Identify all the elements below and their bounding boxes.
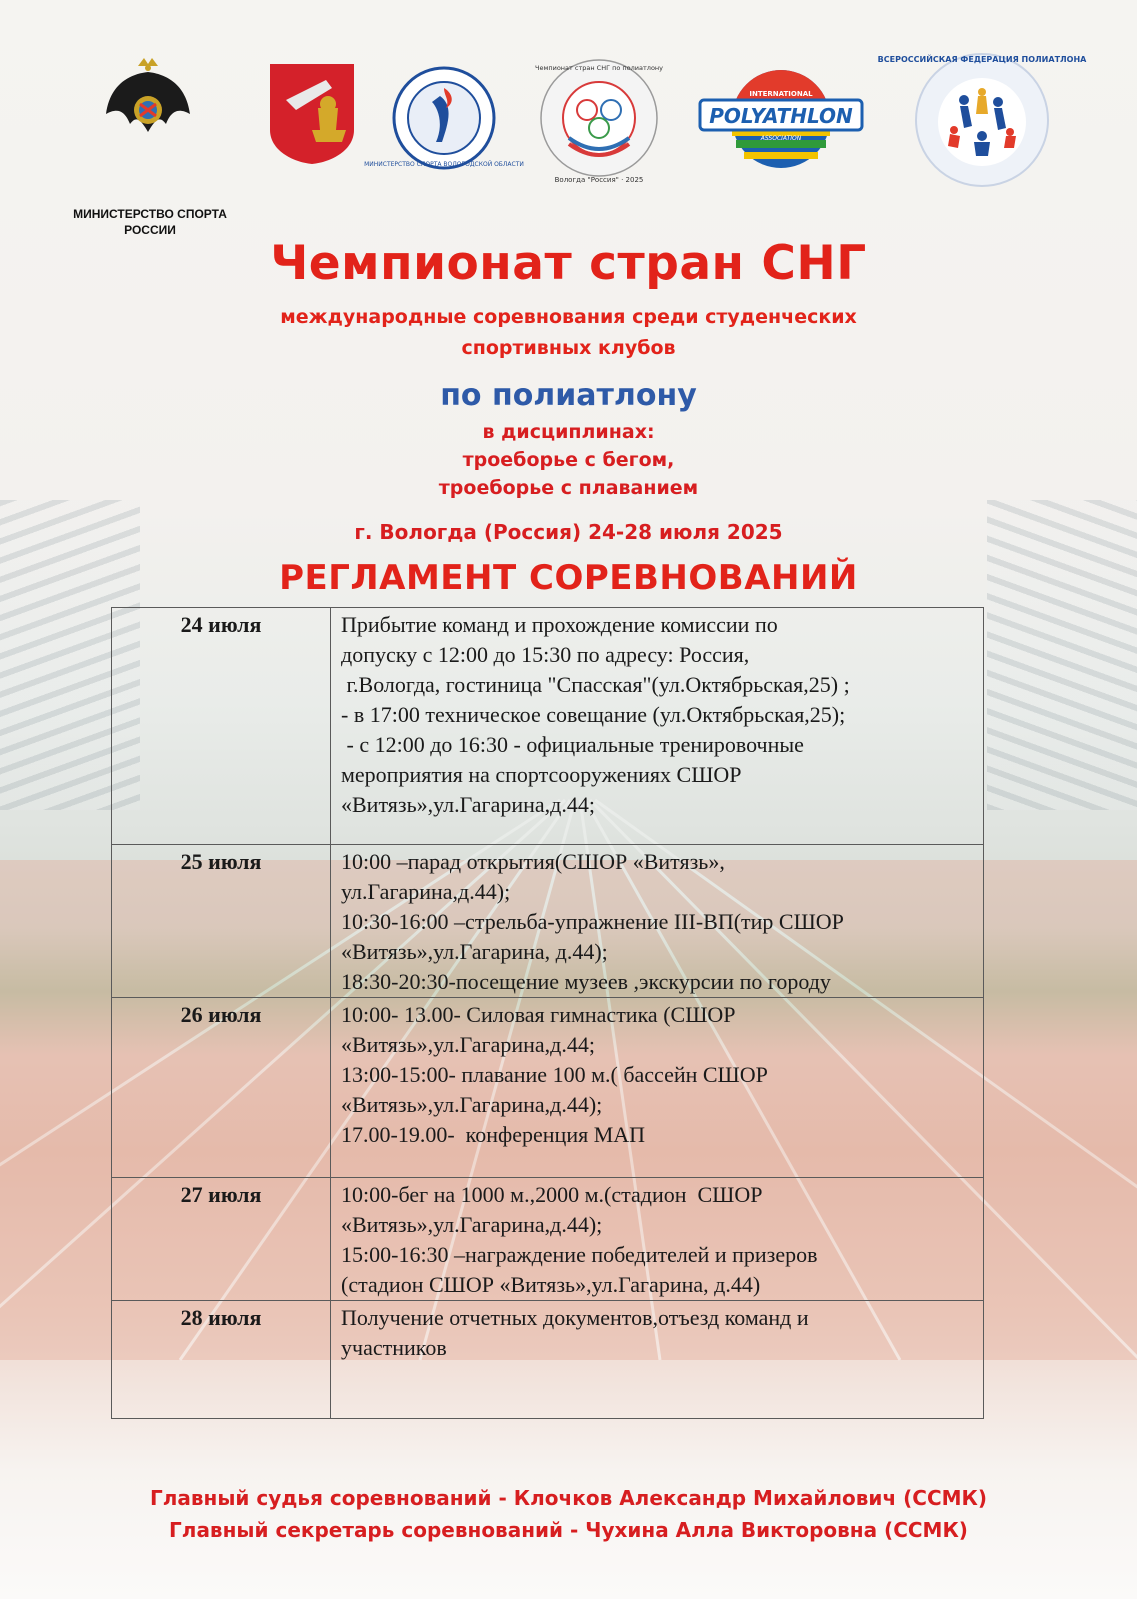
vologda-sport-ministry-logo <box>364 66 524 170</box>
schedule-events <box>331 1178 984 1301</box>
double-headed-eagle-emblem <box>100 54 196 154</box>
event-line: 10:00- 13.00- Силовая гимнастика (СШОР <box>341 1002 736 1027</box>
event-line: «Витязь»,ул.Гагарина,д.44; <box>341 792 595 817</box>
cis-championship-logo <box>535 56 663 186</box>
competition-subtitle <box>0 302 1137 364</box>
vologda-ministry-ring-text: МИНИСТЕРСТВО СПОРТА ВОЛОГОДСКОЙ ОБЛАСТИ <box>364 161 524 168</box>
event-line: 13:00-15:00- плавание 100 м.( бассейн СШОР <box>341 1062 768 1087</box>
schedule-date: 28 июля <box>112 1301 331 1419</box>
event-line: Прибытие команд и прохождение комиссии по <box>341 612 778 637</box>
table-row <box>112 1178 984 1301</box>
event-line: «Витязь»,ул.Гагарина, д.44); <box>341 939 608 964</box>
subtitle-line-2: спортивных клубов <box>461 337 676 359</box>
ministry-label: МИНИСТЕРСТВО СПОРТА РОССИИ <box>73 207 227 237</box>
stadium-stand-right <box>987 500 1137 810</box>
schedule-events <box>331 1301 984 1419</box>
table-row <box>112 608 984 845</box>
event-line: - в 17:00 техническое совещание (ул.Октябрьская,25); <box>341 702 846 727</box>
polyathlon-association-logo <box>696 68 866 170</box>
event-line: «Витязь»,ул.Гагарина,д.44); <box>341 1212 603 1237</box>
disciplines-label: в дисциплинах: <box>482 421 655 443</box>
schedule-date: 27 июля <box>112 1178 331 1301</box>
vologda-coat-of-arms <box>266 60 358 166</box>
table-row <box>112 845 984 998</box>
ipa-bottom-text: ASSOCIATION <box>760 135 802 142</box>
subtitle-line-1: международные соревнования среди студенческих <box>280 306 857 328</box>
event-line: ул.Гагарина,д.44); <box>341 879 511 904</box>
event-line: участников <box>341 1335 447 1360</box>
chief-judge-line: Главный судья соревнований - Клочков Александр Михайлович (ССМК) <box>149 1486 988 1510</box>
event-line: Получение отчетных документов,отъезд команд и <box>341 1305 809 1330</box>
event-line: мероприятия на спортсооружениях СШОР <box>341 762 742 787</box>
cis-ring-text: Чемпионат стран СНГ по полиатлону <box>534 64 664 72</box>
ipa-top-text: INTERNATIONAL <box>749 90 813 98</box>
chief-secretary-line: Главный секретарь соревнований - Чухина Алла Викторовна (ССМК) <box>169 1518 968 1542</box>
schedule-date: 26 июля <box>112 998 331 1178</box>
schedule-events <box>331 608 984 845</box>
event-line: «Витязь»,ул.Гагарина,д.44; <box>341 1032 595 1057</box>
cis-logo-bottom-text: Вологда "Россия" · 2025 <box>554 176 644 184</box>
schedule-date: 24 июля <box>112 608 331 845</box>
federation-ring-text: ВСЕРОССИЙСКАЯ ФЕДЕРАЦИЯ ПОЛИАТЛОНА <box>877 55 1087 64</box>
place-and-dates: г. Вологда (Россия) 24-28 июля 2025 <box>354 520 783 544</box>
event-line: допуску с 12:00 до 15:30 по адресу: Россия, <box>341 642 750 667</box>
logo-row <box>0 48 1137 237</box>
event-line: 18:30-20:30-посещение музеев ,экскурсии по городу <box>341 969 831 994</box>
event-line: 10:00 –парад открытия(СШОР «Витязь», <box>341 849 725 874</box>
table-row <box>112 998 984 1178</box>
ipa-mid-text: POLYATHLON <box>709 104 853 128</box>
schedule-events <box>331 845 984 998</box>
event-line: 17.00-19.00- конференция МАП <box>341 1122 646 1147</box>
discipline-1: троеборье с бегом, <box>462 449 675 471</box>
regulation-title: РЕГЛАМЕНТ СОРЕВНОВАНИЙ <box>279 558 858 598</box>
championship-title: Чемпионат стран СНГ <box>270 236 867 291</box>
discipline-2: троеборье с плаванием <box>438 477 699 499</box>
disciplines-block <box>0 418 1137 502</box>
sport-title: по полиатлону <box>440 378 697 413</box>
event-line: «Витязь»,ул.Гагарина,д.44); <box>341 1092 603 1117</box>
event-line: 10:00-бег на 1000 м.,2000 м.(стадион СШОР <box>341 1182 763 1207</box>
event-line: г.Вологда, гостиница "Спасская"(ул.Октябрьская,25) ; <box>341 672 850 697</box>
event-line: 10:30-16:00 –стрельба-упражнение III-ВП(тир СШОР <box>341 909 844 934</box>
event-line: - с 12:00 до 16:30 - официальные тренировочные <box>341 732 804 757</box>
event-line: (стадион СШОР «Витязь»,ул.Гагарина, д.44) <box>341 1272 761 1297</box>
schedule-table <box>111 607 984 1419</box>
russian-polyathlon-federation-logo <box>877 52 1087 188</box>
event-line: 15:00-16:30 –награждение победителей и призеров <box>341 1242 818 1267</box>
schedule-date: 25 июля <box>112 845 331 998</box>
schedule-events <box>331 998 984 1178</box>
table-row <box>112 1301 984 1419</box>
